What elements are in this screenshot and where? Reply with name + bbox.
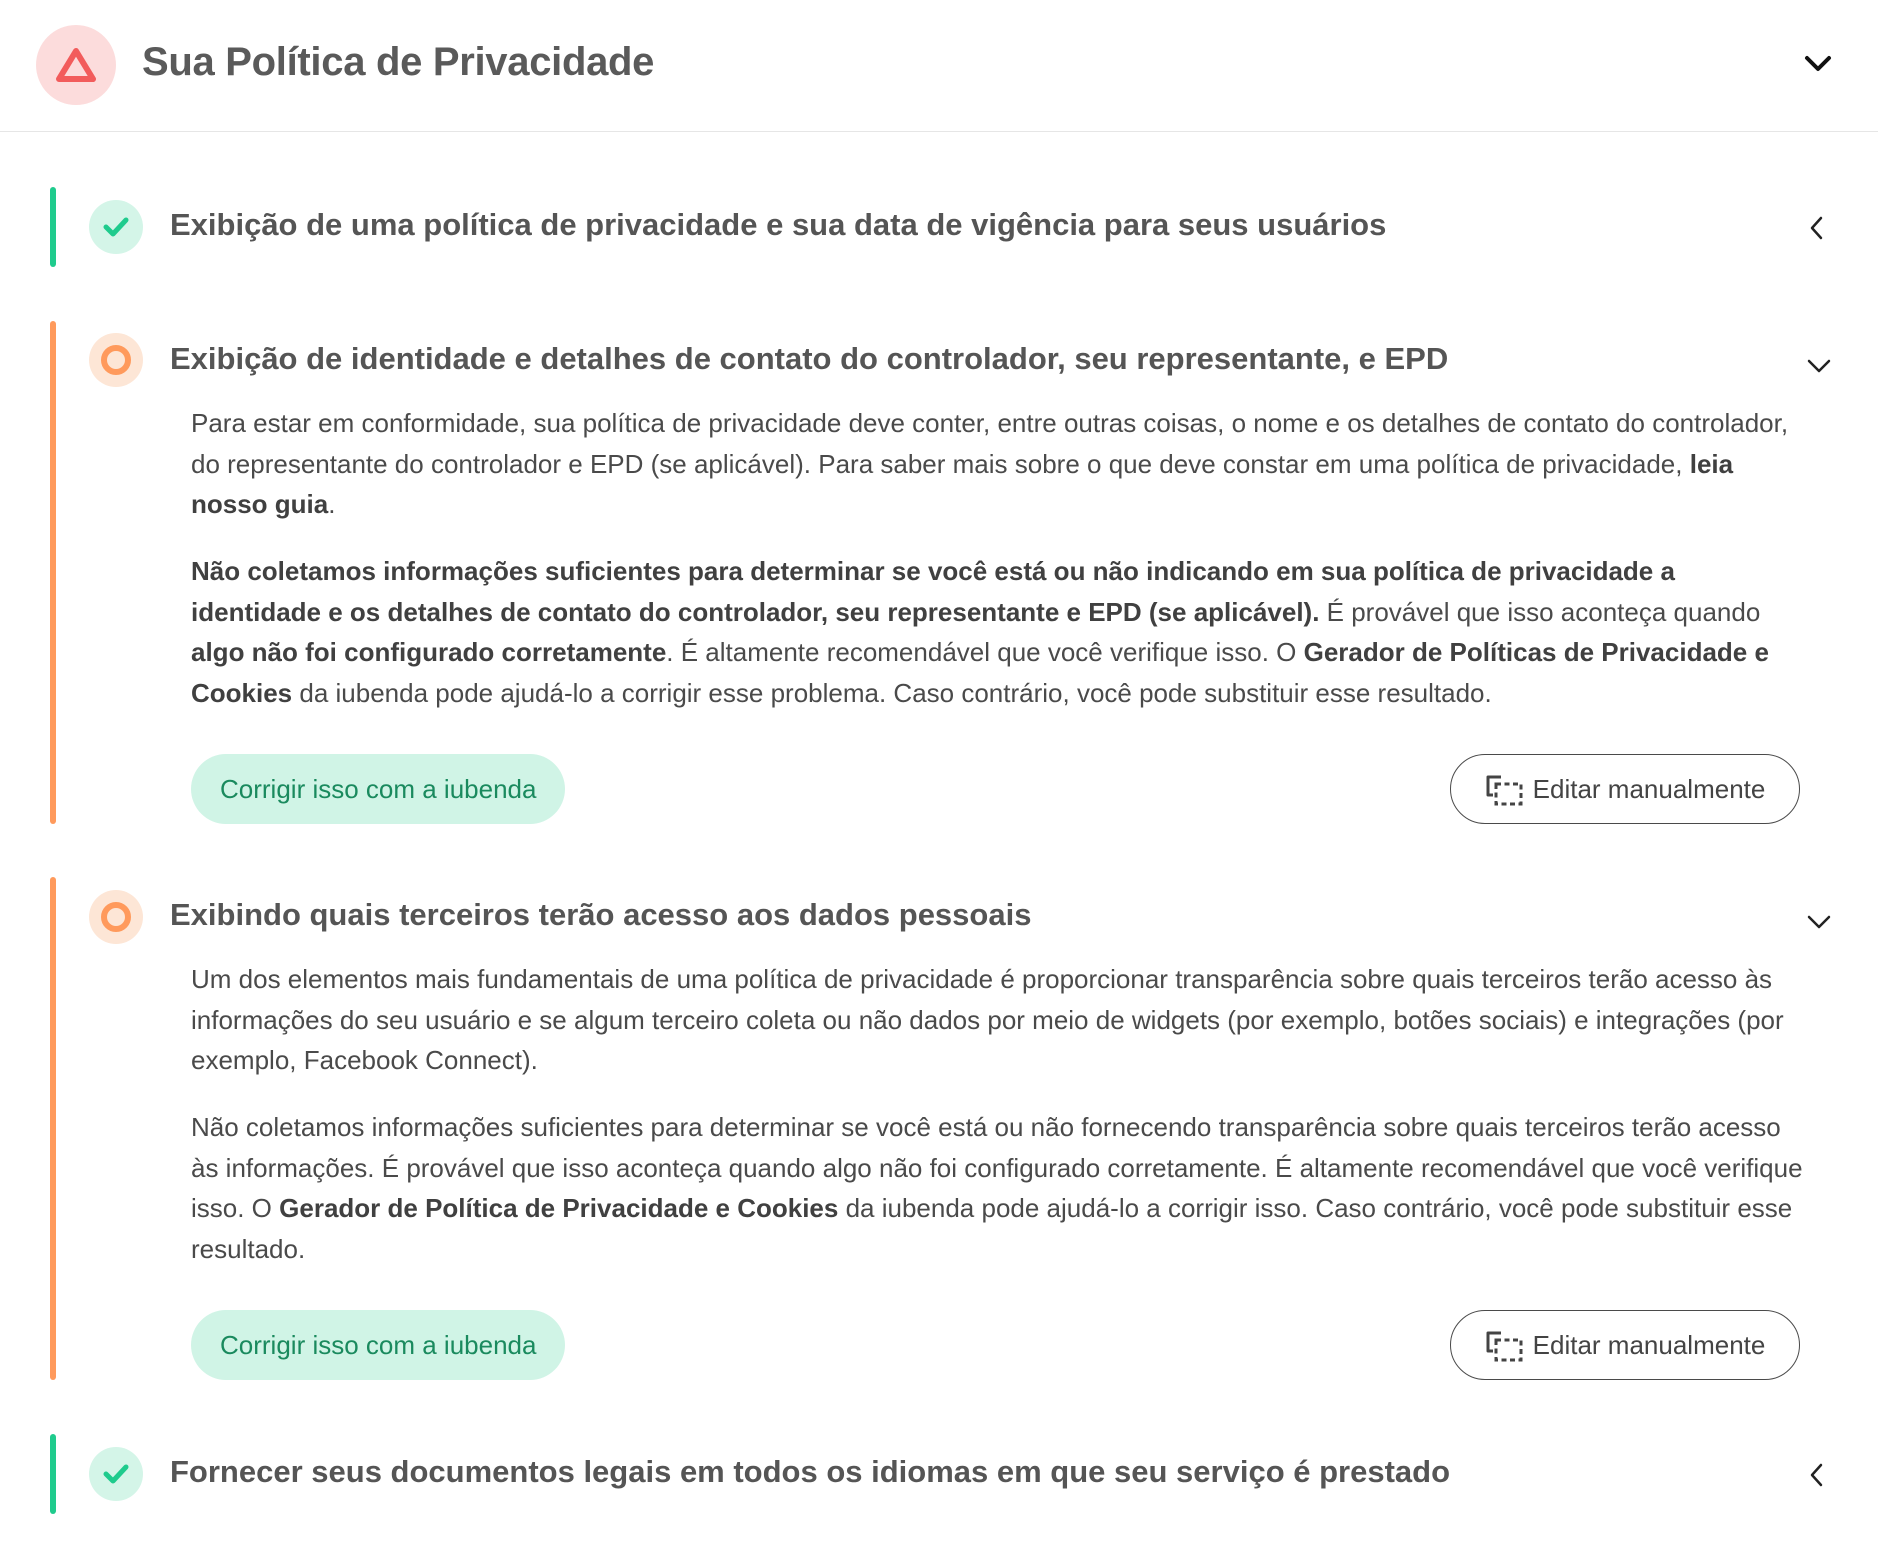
warning-triangle-icon xyxy=(56,48,96,82)
status-bar xyxy=(50,877,56,1380)
check-icon xyxy=(103,217,129,237)
edit-manually-label: Editar manualmente xyxy=(1532,1329,1766,1360)
check-item xyxy=(0,321,1878,824)
item-title[interactable]: Exibição de uma política de privacidade e sua data de vigência para seus usuários xyxy=(170,207,1387,242)
section-header[interactable] xyxy=(0,0,1878,132)
status-bar xyxy=(50,187,56,267)
check-item xyxy=(0,1434,1878,1514)
edit-manually-button[interactable] xyxy=(1450,1310,1800,1380)
edit-manually-button[interactable] xyxy=(1450,754,1800,824)
item-title[interactable]: Fornecer seus documentos legais em todos os idiomas em que seu serviço é prestado xyxy=(170,1454,1451,1489)
check-icon xyxy=(103,1464,129,1484)
status-bar xyxy=(50,1434,56,1514)
status-ok-badge xyxy=(89,200,143,254)
edit-manually-label: Editar manualmente xyxy=(1532,773,1766,804)
page-title: Sua Política de Privacidade xyxy=(142,40,655,84)
ring-icon xyxy=(101,902,131,932)
item-result-text: Não coletamos informações suficientes para determinar se você está ou não indicando em sua política de privacidade a identidade e os detalhes de contato do controlador, seu representante e EPD (se aplicável). É provável que isso aconteça quando algo não foi configurado corretamente. É altamente recomendável que você verifique isso. O Gerador de Políticas de Privacidade e Cookies da iubenda pode ajudá-lo a corrigir esse problema. Caso contrário, você pode substituir esse resultado. xyxy=(191,556,1769,708)
fix-with-iubenda-button[interactable]: Corrigir isso com a iubenda xyxy=(191,1310,565,1380)
chevron-left-icon[interactable] xyxy=(1806,215,1828,241)
check-item xyxy=(0,877,1878,1380)
edit-manual-icon xyxy=(1485,773,1525,807)
chevron-down-icon[interactable] xyxy=(1804,54,1832,74)
fix-with-iubenda-button[interactable]: Corrigir isso com a iubenda xyxy=(191,754,565,824)
item-description: Para estar em conformidade, sua política de privacidade deve conter, entre outras coisas, o nome e os detalhes de contato do controlador, do representante do controlador e EPD (se aplicável). Para saber mais sobre o que deve constar em uma política de privacidade, leia nosso guia. xyxy=(191,408,1789,519)
item-result-text: Não coletamos informações suficientes para determinar se você está ou não fornecendo transparência sobre quais terceiros terão acesso às informações. É provável que isso aconteça quando algo não foi configurado corretamente. É altamente recomendável que você verifique isso. O Gerador de Política de Privacidade e Cookies da iubenda pode ajudá-lo a corrigir isso. Caso contrário, você pode substituir esse resultado. xyxy=(191,1112,1803,1264)
item-description: Um dos elementos mais fundamentais de uma política de privacidade é proporcionar transparência sobre quais terceiros terão acesso às informações do seu usuário e se algum terceiro coleta ou não dados por meio de widgets (por exemplo, botões sociais) e integrações (por exemplo, Facebook Connect). xyxy=(191,964,1784,1075)
chevron-left-icon[interactable] xyxy=(1806,1462,1828,1488)
edit-manual-icon xyxy=(1485,1329,1525,1363)
guide-link[interactable]: leia nosso guia xyxy=(191,448,1734,519)
status-warning-badge xyxy=(89,333,143,387)
alert-badge xyxy=(36,25,116,105)
status-ok-badge xyxy=(89,1447,143,1501)
chevron-down-icon[interactable] xyxy=(1806,913,1832,931)
item-title[interactable]: Exibição de identidade e detalhes de contato do controlador, seu representante, e EPD xyxy=(170,341,1449,376)
ring-icon xyxy=(101,345,131,375)
chevron-down-icon[interactable] xyxy=(1806,357,1832,375)
item-title[interactable]: Exibindo quais terceiros terão acesso aos dados pessoais xyxy=(170,897,1032,932)
check-item xyxy=(0,187,1878,267)
status-warning-badge xyxy=(89,890,143,944)
status-bar xyxy=(50,321,56,824)
